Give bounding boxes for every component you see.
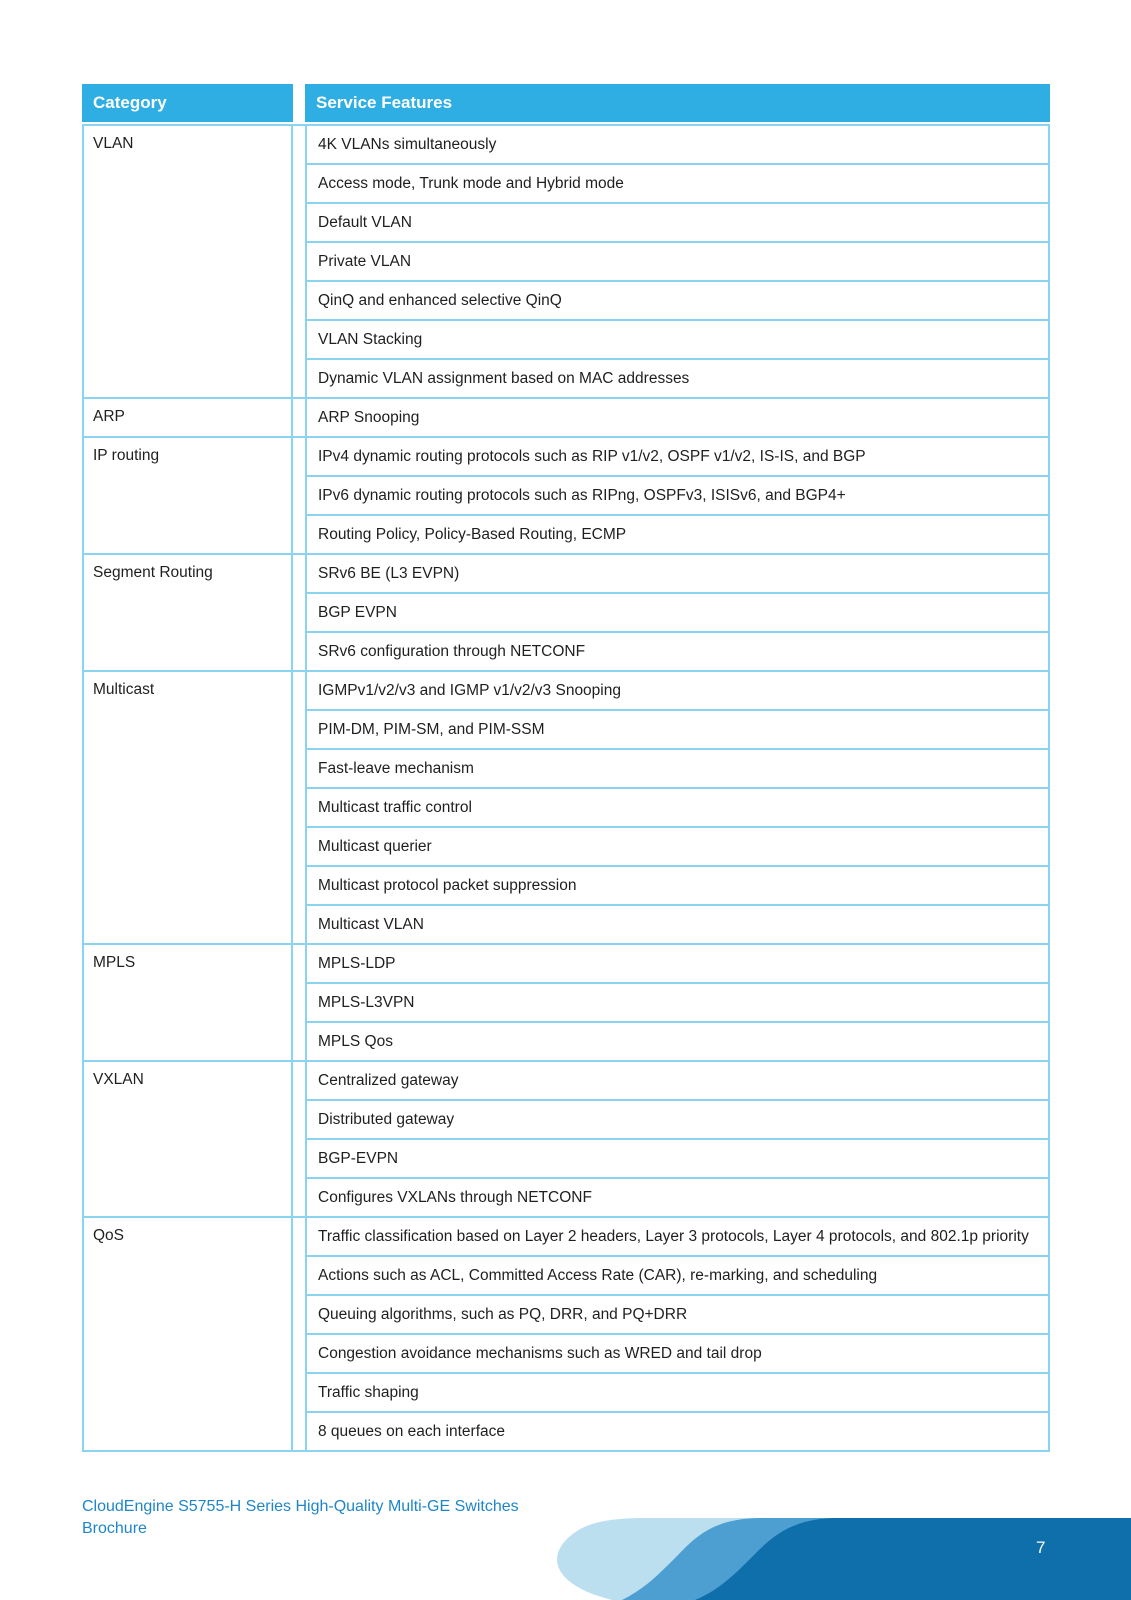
feature-row: SRv6 configuration through NETCONF <box>307 631 1048 670</box>
features-cell <box>305 1062 1050 1216</box>
features-cell <box>305 555 1050 670</box>
feature-row: MPLS-LDP <box>318 954 396 972</box>
category-cell: IP routing <box>82 438 293 553</box>
feature-row: Fast-leave mechanism <box>307 748 1048 787</box>
feature-row: PIM-DM, PIM-SM, and PIM-SSM <box>307 709 1048 748</box>
feature-row: Congestion avoidance mechanisms such as WRED and tail drop <box>307 1333 1048 1372</box>
feature-row: IGMPv1/v2/v3 and IGMP v1/v2/v3 Snooping <box>318 681 621 699</box>
table-group <box>82 945 1050 1062</box>
feature-row: Private VLAN <box>307 241 1048 280</box>
feature-row: Queuing algorithms, such as PQ, DRR, and PQ+DRR <box>307 1294 1048 1333</box>
feature-row: Multicast VLAN <box>307 904 1048 943</box>
category-cell: MPLS <box>82 945 293 1060</box>
feature-row: IPv6 dynamic routing protocols such as RIPng, OSPFv3, ISISv6, and BGP4+ <box>307 475 1048 514</box>
feature-row: Traffic classification based on Layer 2 headers, Layer 3 protocols, Layer 4 protocols, and 802.1p priority <box>318 1227 1029 1245</box>
table-body <box>82 124 1050 1452</box>
table-group <box>82 672 1050 945</box>
feature-row: Default VLAN <box>307 202 1048 241</box>
features-cell <box>305 399 1050 436</box>
category-cell: ARP <box>82 399 293 436</box>
category-cell: QoS <box>82 1218 293 1450</box>
feature-row: BGP EVPN <box>307 592 1048 631</box>
feature-row: VLAN Stacking <box>307 319 1048 358</box>
table-group <box>82 555 1050 672</box>
table-group <box>82 438 1050 555</box>
table-group <box>82 126 1050 399</box>
feature-row: 4K VLANs simultaneously <box>318 135 497 153</box>
features-cell <box>305 1218 1050 1450</box>
feature-row: Actions such as ACL, Committed Access Rate (CAR), re-marking, and scheduling <box>307 1255 1048 1294</box>
column-header-category: Category <box>82 84 293 122</box>
table-group <box>82 1218 1050 1452</box>
category-cell: Segment Routing <box>82 555 293 670</box>
category-cell: Multicast <box>82 672 293 943</box>
feature-row: Traffic shaping <box>307 1372 1048 1411</box>
table-header-row <box>82 84 1050 122</box>
feature-row: Multicast querier <box>307 826 1048 865</box>
service-features-table <box>82 84 1050 1452</box>
features-cell <box>305 945 1050 1060</box>
features-cell <box>305 672 1050 943</box>
feature-row: 8 queues on each interface <box>307 1411 1048 1450</box>
feature-row: Routing Policy, Policy-Based Routing, ECMP <box>307 514 1048 553</box>
feature-row: Centralized gateway <box>318 1071 459 1089</box>
feature-row: Configures VXLANs through NETCONF <box>307 1177 1048 1216</box>
feature-row: Multicast protocol packet suppression <box>307 865 1048 904</box>
feature-row: QinQ and enhanced selective QinQ <box>307 280 1048 319</box>
feature-row: BGP-EVPN <box>307 1138 1048 1177</box>
feature-row: IPv4 dynamic routing protocols such as RIP v1/v2, OSPF v1/v2, IS-IS, and BGP <box>318 447 866 465</box>
features-cell <box>305 438 1050 553</box>
table-group <box>82 1062 1050 1218</box>
feature-row: Dynamic VLAN assignment based on MAC addresses <box>307 358 1048 397</box>
feature-row: MPLS Qos <box>307 1021 1048 1060</box>
table-group <box>82 399 1050 438</box>
feature-row: MPLS-L3VPN <box>307 982 1048 1021</box>
features-cell <box>305 126 1050 397</box>
footer-title-line: CloudEngine S5755-H Series High-Quality Multi-GE Switches <box>82 1498 519 1515</box>
feature-row: SRv6 BE (L3 EVPN) <box>318 564 460 582</box>
category-cell: VXLAN <box>82 1062 293 1216</box>
feature-row: ARP Snooping <box>318 408 420 426</box>
feature-row: Distributed gateway <box>307 1099 1048 1138</box>
feature-row: Access mode, Trunk mode and Hybrid mode <box>307 163 1048 202</box>
footer-subtitle-line: Brochure <box>82 1520 147 1537</box>
page-number: 7 <box>1036 1538 1046 1557</box>
column-header-service-features: Service Features <box>305 84 1050 122</box>
feature-row: Multicast traffic control <box>307 787 1048 826</box>
footer-document-title <box>82 1496 642 1540</box>
category-cell: VLAN <box>82 126 293 397</box>
